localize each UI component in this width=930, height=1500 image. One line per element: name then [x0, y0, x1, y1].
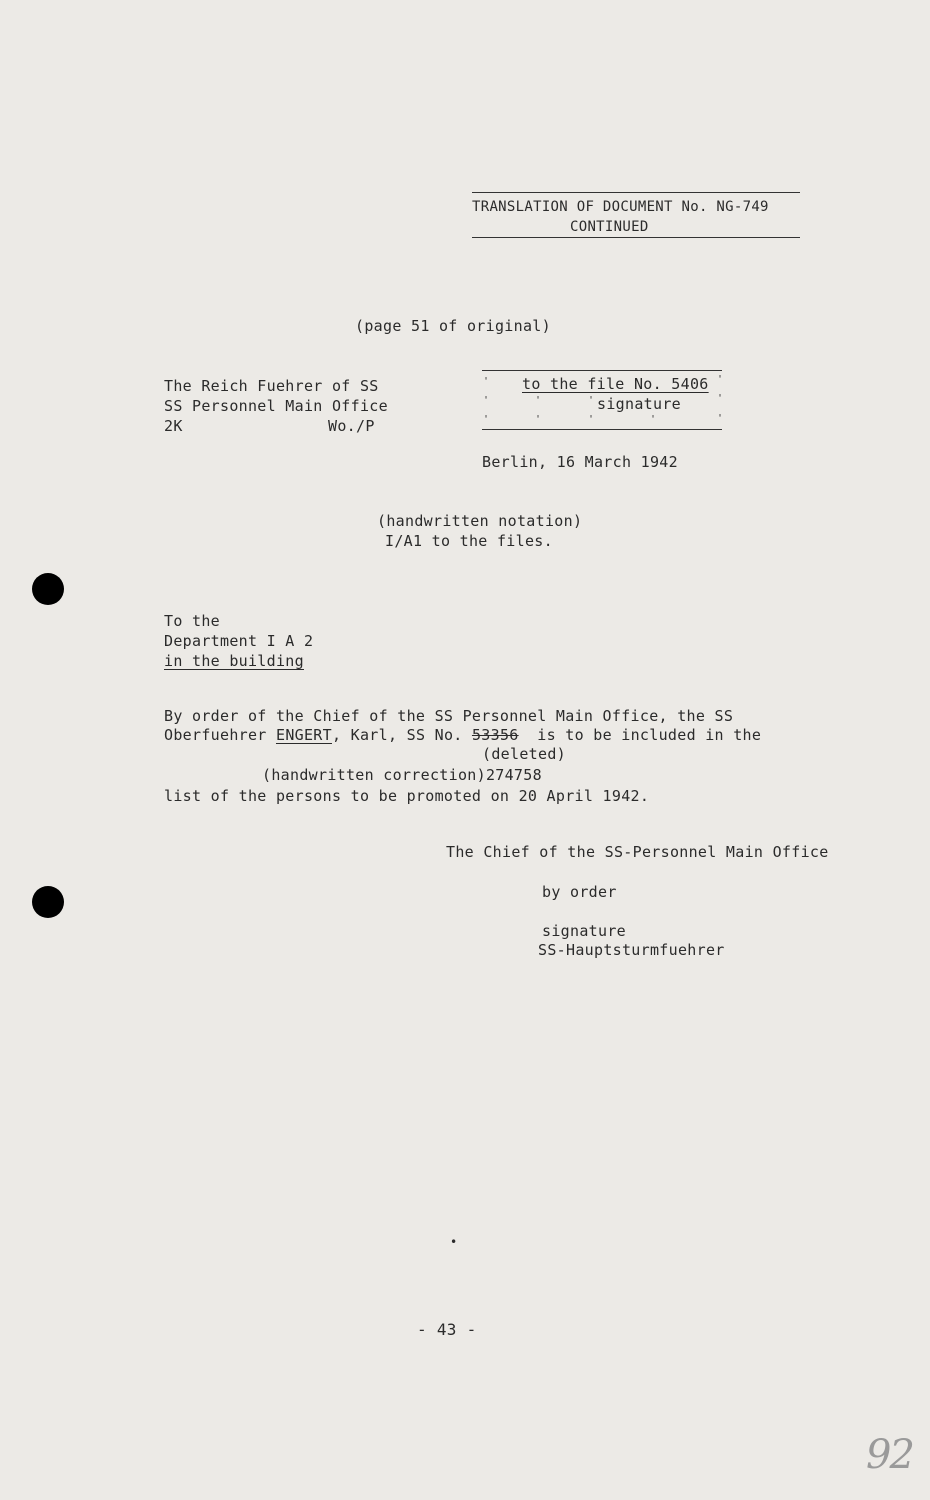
body-line1: By order of the Chief of the SS Personnel Main Office, the SS: [164, 707, 734, 725]
file-box-tick: ': [717, 374, 724, 385]
file-box-tick: ': [483, 376, 490, 387]
file-box-tick: ': [717, 393, 724, 404]
struck-ss-number: 53356: [471, 726, 519, 744]
file-box-top-rule: [482, 370, 722, 371]
body-line2-end: is to be included in the: [518, 726, 762, 744]
date-line: Berlin, 16 March 1942: [482, 453, 678, 471]
officer-name: ENGERT: [275, 726, 332, 744]
page-note: (page 51 of original): [355, 317, 551, 335]
recipient-line2: Department I A 2: [164, 632, 314, 650]
punch-hole: [32, 573, 64, 605]
signature-line2: by order: [542, 883, 617, 901]
notation-line1: (handwritten notation): [377, 512, 583, 530]
signature-line1: The Chief of the SS-Personnel Main Office: [446, 843, 829, 861]
page-number: - 43 -: [417, 1320, 477, 1339]
ink-mark: •: [450, 1235, 458, 1249]
header-bottom-rule: [472, 237, 800, 238]
signature-line3: signature: [542, 922, 626, 940]
body-line2-mid: , Karl, SS No.: [331, 726, 472, 744]
file-box-tick: ': [588, 395, 595, 406]
file-box-row2: signature: [597, 395, 681, 413]
body-correction-note: (handwritten correction)274758: [262, 766, 542, 784]
sender-line3-left: 2K: [164, 417, 183, 435]
header-top-rule: [472, 192, 800, 193]
body-line5: list of the persons to be promoted on 20 April 1942.: [164, 787, 650, 805]
file-box-tick: ': [588, 414, 595, 425]
file-box-tick: ': [535, 395, 542, 406]
body-deleted-note: (deleted): [482, 745, 566, 763]
signature-line4: SS-Hauptsturmfuehrer: [538, 941, 725, 959]
header-title-line2: CONTINUED: [570, 219, 649, 235]
handwritten-page-number: 92: [866, 1432, 913, 1478]
sender-line1: The Reich Fuehrer of SS: [164, 377, 379, 395]
header-title-line1: TRANSLATION OF DOCUMENT No. NG-749: [472, 199, 769, 215]
file-box-tick: ': [483, 395, 490, 406]
file-box-bottom-rule: [482, 429, 722, 430]
file-box-tick: ': [535, 414, 542, 425]
file-box-tick: ': [650, 414, 657, 425]
recipient-line3: in the building: [164, 652, 304, 670]
file-box-tick: ': [483, 414, 490, 425]
punch-hole: [32, 886, 64, 918]
body-line2: [164, 725, 761, 745]
body-line2-start: Oberfuehrer: [164, 726, 276, 744]
notation-line2: I/A1 to the files.: [385, 532, 553, 550]
sender-line3-right: Wo./P: [328, 417, 375, 435]
recipient-line1: To the: [164, 612, 220, 630]
file-box-tick: ': [717, 413, 724, 424]
sender-line2: SS Personnel Main Office: [164, 397, 388, 415]
file-box-row1: to the file No. 5406: [522, 375, 709, 393]
